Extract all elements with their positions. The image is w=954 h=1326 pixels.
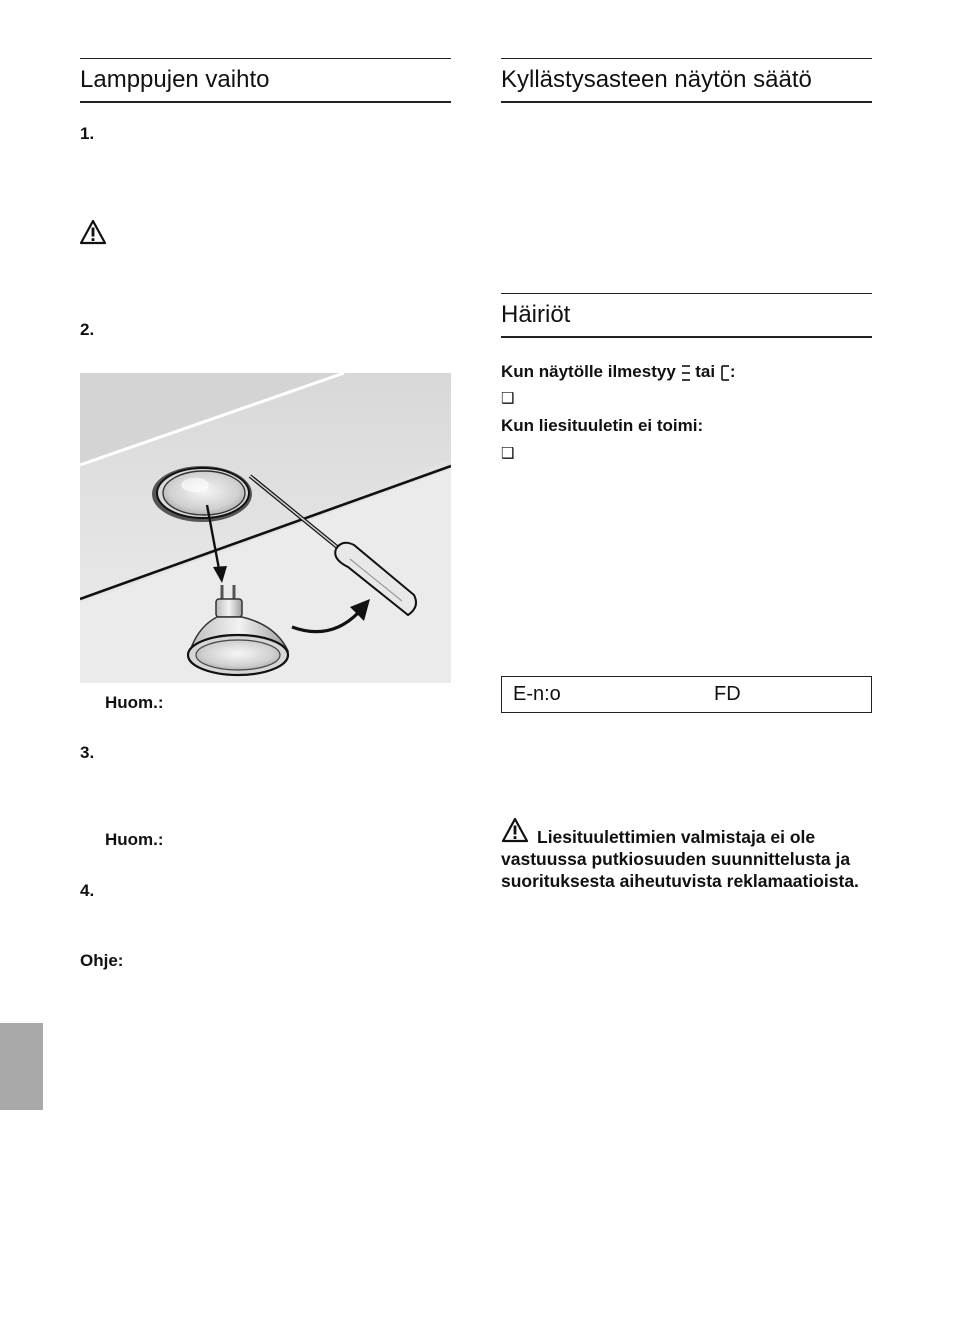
display-fault-line: [501, 362, 736, 382]
e-number-label: E-n:o: [513, 683, 561, 705]
fan-not-working-line: Kun liesituuletin ei toimi:: [501, 416, 704, 435]
step-2-number: 2.: [80, 320, 95, 339]
warning-icon: [79, 219, 107, 245]
fd-label: FD: [714, 683, 741, 705]
faults-title: Häiriöt: [501, 293, 872, 338]
checkbox-bullet-1: ❑: [501, 390, 515, 407]
manufacturer-disclaimer: Liesituulettimien valmistaja ei ole vastuussa putkiosuuden suunnittelusta ja suorituksesta aiheutuvista reklamaatioista.: [501, 827, 859, 891]
step-3-number: 3.: [80, 743, 95, 762]
saturation-display-title: Kyllästysasteen näytön säätö: [501, 58, 872, 103]
display-fault-middle: tai: [695, 362, 716, 381]
display-fault-suffix: :: [729, 362, 736, 381]
lamp-replacement-illustration: [80, 373, 451, 683]
product-code-box: [501, 676, 872, 713]
note-label-2: Huom.:: [105, 830, 164, 849]
chapter-tab-marker: [0, 1023, 43, 1110]
step-1-number: 1.: [80, 124, 95, 143]
checkbox-bullet-2: ❑: [501, 445, 515, 462]
left-section-title: Lamppujen vaihto: [80, 58, 451, 103]
display-segment-c-icon: [720, 364, 730, 382]
display-fault-prefix: Kun näytölle ilmestyy: [501, 362, 676, 381]
note-label-1: Huom.:: [105, 693, 164, 712]
step-4-number: 4.: [80, 881, 95, 900]
hint-label: Ohje:: [80, 951, 124, 970]
display-segment-e-icon: [681, 364, 691, 382]
